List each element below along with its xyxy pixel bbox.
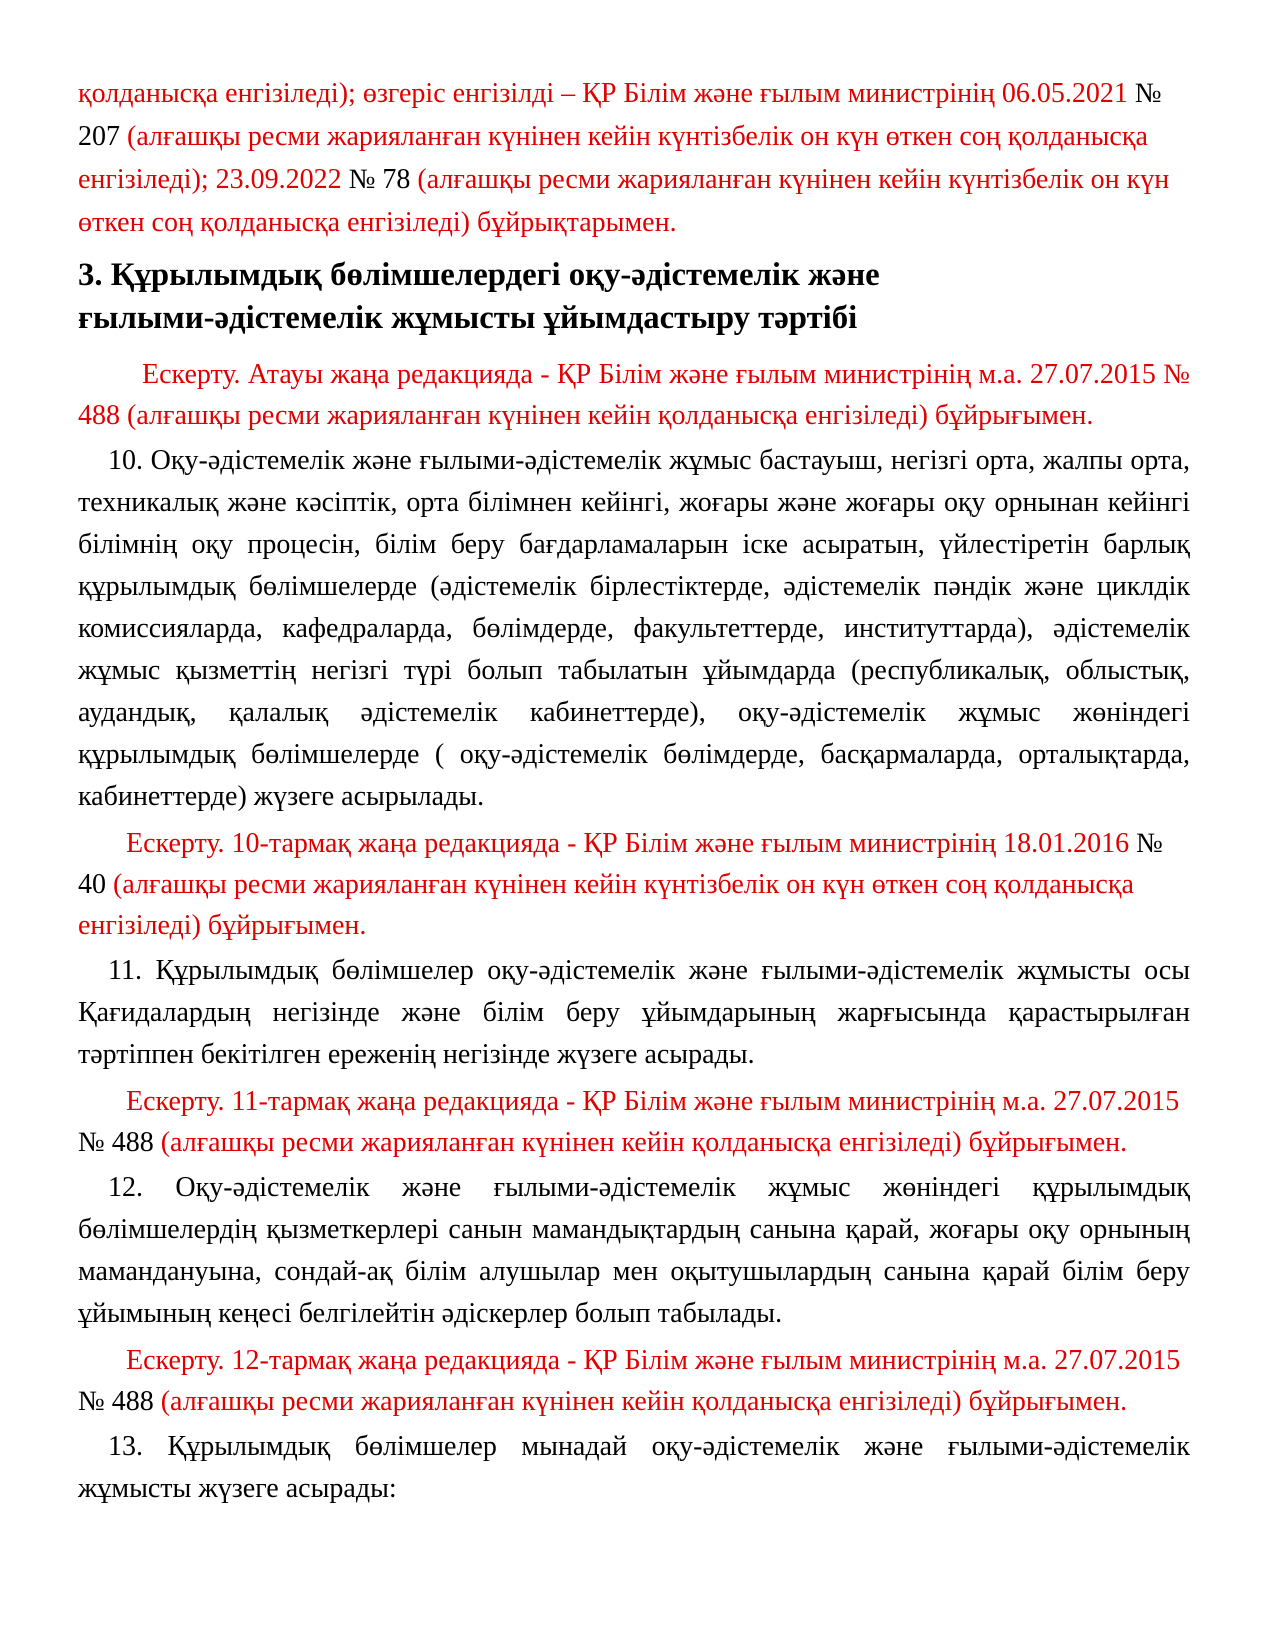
note-10-segment: Ескерту. 10-тармақ жаңа редакцияда - ҚР Білім және ғылым министрінің 18.01.2016 — [126, 828, 1137, 859]
note-10-segment: (алғашқы ресми жарияланған күнінен кейін күнтізбелік он күн өткен соң қолданысқа енгізіледі) бұйрығымен. — [78, 869, 1134, 941]
intro-segment: (алғашқы ресми жарияланған күнінен кейін күнтізбелік он күн өткен соң қолданысқа енгізіледі); 23.09.2022 — [78, 121, 1148, 195]
note-title-amendment — [78, 354, 1190, 436]
intro-amendment-paragraph — [78, 72, 1190, 244]
note-12-segment: (алғашқы ресми жарияланған күнінен кейін қолданысқа енгізіледі) бұйрығымен. — [153, 1386, 1128, 1417]
order-number-488: № 488 — [78, 1127, 154, 1158]
paragraph-10-text: 10. Оқу-әдістемелік және ғылыми-әдістемелік жұмыс бастауыш, негізгі орта, жалпы орта, техникалық және кәсіптік, орта білімнен кейінгі, жоғары және жоғары оқу орнынан кейінгі білімнің оқу процесін, білім беру бағдарламаларын іске асыратын, үйлестіретін барлық құрылымдық бөлімшелерде (әдістемелік бірлестіктерде, әдістемелік пәндік және циклдік комиссияларда, кафедраларда, бөлімдерде, факультеттерде, институттарда), әдістемелік жұмыс қызметтің негізгі түрі болып табылатын ұйымдарда (республикалық, облыстық, аудандық, қалалық әдістемелік кабинеттерде), оқу-әдістемелік жұмыс жөніндегі құрылымдық бөлімшелерде ( оқу-әдістемелік бөлімдерде, басқармаларда, орталықтарда, кабинеттерде) жүзеге асырылады. — [78, 445, 1190, 812]
intro-segment: (алғашқы ресми жарияланған күнінен кейін күнтізбелік он күн өткен соң қолданысқа енгізіледі) бұйрықтарымен. — [78, 164, 1170, 238]
paragraph-11-text: 11. Құрылымдық бөлімшелер оқу-әдістемелік және ғылыми-әдістемелік жұмысты осы Қағидалардың негізінде және білім беру ұйымдарының жарғысында қарастырылған тәртіппен бекітілген ереженің негізінде жүзеге асырады. — [78, 955, 1190, 1070]
order-number-78: № 78 — [348, 164, 411, 195]
note-paragraph-10-amendment — [78, 823, 1190, 946]
note-paragraph-12-amendment — [78, 1340, 1190, 1422]
note-title-text: Ескерту. Атауы жаңа редакцияда - ҚР Білім және ғылым министрінің м.а. 27.07.2015 № 488 (алғашқы ресми жарияланған күнінен кейін қолданысқа енгізіледі) бұйрығымен. — [78, 359, 1190, 431]
order-number-207: № 207 — [78, 78, 1162, 152]
section-3-heading-line2: ғылыми-әдістемелік жұмысты ұйымдастыру тәртібі — [78, 300, 858, 336]
paragraph-12 — [78, 1167, 1190, 1335]
paragraph-10 — [78, 440, 1190, 818]
paragraph-11 — [78, 950, 1190, 1076]
note-11-segment: Ескерту. 11-тармақ жаңа редакцияда - ҚР Білім және ғылым министрінің м.а. 27.07.2015 — [126, 1086, 1180, 1117]
note-12-segment: Ескерту. 12-тармақ жаңа редакцияда - ҚР Білім және ғылым министрінің м.а. 27.07.2015 — [126, 1345, 1181, 1376]
intro-segment: қолданысқа енгізіледі); өзгеріс енгізілді – ҚР Білім және ғылым министрінің 06.05.2021 — [78, 78, 1135, 109]
order-number-40: № 40 — [78, 828, 1163, 900]
note-paragraph-11-amendment — [78, 1081, 1190, 1163]
paragraph-13 — [78, 1426, 1190, 1510]
section-3-heading-line1: 3. Құрылымдық бөлімшелердегі оқу-әдістемелік және — [78, 257, 880, 293]
paragraph-13-text: 13. Құрылымдық бөлімшелер мынадай оқу-әдістемелік және ғылыми-әдістемелік жұмысты жүзеге асырады: — [78, 1431, 1190, 1504]
order-number-488: № 488 — [78, 1386, 154, 1417]
paragraph-12-text: 12. Оқу-әдістемелік және ғылыми-әдістемелік жұмыс жөніндегі құрылымдық бөлімшелердің қызметкерлері санын мамандықтардың санына қарай, жоғары оқу орнының мамандануына, сондай-ақ білім алушылар мен оқытушылардың санына қарай білім беру ұйымының кеңесі белгілейтін әдіскерлер болып табылады. — [78, 1172, 1190, 1329]
section-3-heading — [78, 254, 1190, 340]
note-11-segment: (алғашқы ресми жарияланған күнінен кейін қолданысқа енгізіледі) бұйрығымен. — [153, 1127, 1128, 1158]
